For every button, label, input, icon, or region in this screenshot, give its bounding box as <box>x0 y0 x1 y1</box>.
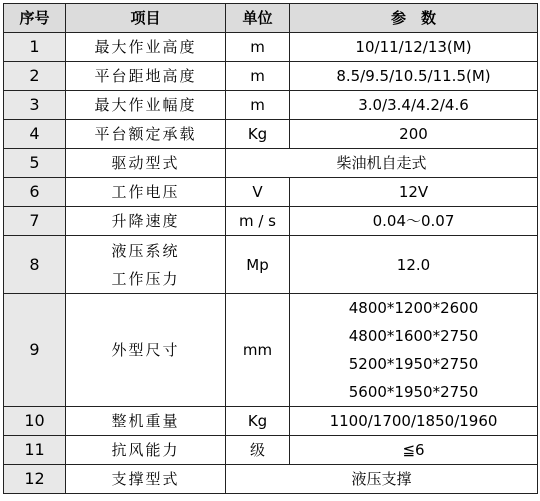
header-item: 项目 <box>66 4 226 33</box>
table-row <box>4 236 538 294</box>
row-item: 工作电压 <box>66 178 226 207</box>
row-item: 升降速度 <box>66 207 226 236</box>
row-no: 8 <box>4 236 66 294</box>
row-value: 200 <box>290 120 538 149</box>
row-no: 12 <box>4 465 66 494</box>
table-row <box>4 207 538 236</box>
row-value: ≦6 <box>290 436 538 465</box>
dimension-value: 4800*1600*2750 <box>348 327 479 345</box>
row-no: 10 <box>4 407 66 436</box>
row-unit: m / s <box>226 207 290 236</box>
row-item: 外型尺寸 <box>66 294 226 407</box>
row-item <box>66 236 226 294</box>
table-row <box>4 465 538 494</box>
row-unit: V <box>226 178 290 207</box>
table-row <box>4 91 538 120</box>
row-value: 3.0/3.4/4.2/4.6 <box>290 91 538 120</box>
row-no: 2 <box>4 62 66 91</box>
row-item: 整机重量 <box>66 407 226 436</box>
spec-table <box>3 3 538 494</box>
row-no: 11 <box>4 436 66 465</box>
row-no: 3 <box>4 91 66 120</box>
dimension-value: 5600*1950*2750 <box>348 383 479 401</box>
row-value: 1100/1700/1850/1960 <box>290 407 538 436</box>
row-unit: Kg <box>226 120 290 149</box>
table-row <box>4 436 538 465</box>
row-unit: m <box>226 33 290 62</box>
table-row <box>4 120 538 149</box>
row-unit: m <box>226 62 290 91</box>
row-item: 抗风能力 <box>66 436 226 465</box>
row-value: 8.5/9.5/10.5/11.5(M) <box>290 62 538 91</box>
row-value: 12.0 <box>290 236 538 294</box>
header-row <box>4 4 538 33</box>
row-no: 5 <box>4 149 66 178</box>
row-value: 0.04～0.07 <box>290 207 538 236</box>
table-row <box>4 294 538 407</box>
row-unit: mm <box>226 294 290 407</box>
row-value: 柴油机自走式 <box>226 149 538 178</box>
row-item: 平台额定承载 <box>66 120 226 149</box>
header-no: 序号 <box>4 4 66 33</box>
row-value <box>290 294 538 407</box>
row-no: 9 <box>4 294 66 407</box>
table-row <box>4 178 538 207</box>
row-item: 最大作业高度 <box>66 33 226 62</box>
row-item: 最大作业幅度 <box>66 91 226 120</box>
table-row <box>4 62 538 91</box>
row-unit: m <box>226 91 290 120</box>
dimension-value: 4800*1200*2600 <box>348 299 479 317</box>
dimension-value: 5200*1950*2750 <box>348 355 479 373</box>
row-unit: Kg <box>226 407 290 436</box>
row-value: 10/11/12/13(M) <box>290 33 538 62</box>
table-row <box>4 33 538 62</box>
table-row <box>4 149 538 178</box>
header-unit: 单位 <box>226 4 290 33</box>
row-item-line: 液压系统 <box>111 241 180 260</box>
row-item: 驱动型式 <box>66 149 226 178</box>
row-item-line: 工作压力 <box>111 269 180 288</box>
header-param: 参 数 <box>290 4 538 33</box>
row-no: 7 <box>4 207 66 236</box>
row-no: 6 <box>4 178 66 207</box>
row-item: 平台距地高度 <box>66 62 226 91</box>
row-no: 4 <box>4 120 66 149</box>
row-value: 12V <box>290 178 538 207</box>
row-no: 1 <box>4 33 66 62</box>
table-row <box>4 407 538 436</box>
row-value: 液压支撑 <box>226 465 538 494</box>
row-item: 支撑型式 <box>66 465 226 494</box>
row-unit: 级 <box>226 436 290 465</box>
row-unit: Mp <box>226 236 290 294</box>
